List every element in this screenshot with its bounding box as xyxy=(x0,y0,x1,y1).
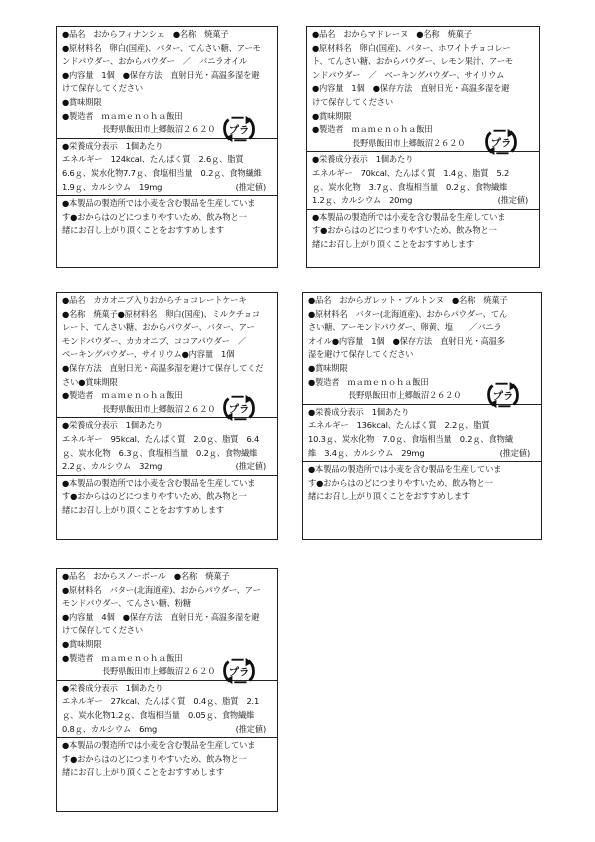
text-line: ●本製品の製造所では小麦を含む製品を生産していま xyxy=(62,477,256,488)
text-line: ト、てんさい糖、おからパウダー、レモン果汁、アーモ xyxy=(312,56,514,67)
text-line: 10.3ｇ、炭水化物 7.0ｇ、食塩相当量 0.2ｇ、食物繊 xyxy=(308,433,513,444)
nutrition-section xyxy=(307,152,539,209)
pla-mark-text: プラ xyxy=(492,390,514,403)
maker-line: ●製造者 ｍａｍｅｎｏｈａ飯田 xyxy=(312,124,433,135)
product-label-galette xyxy=(302,292,542,540)
text-line xyxy=(308,447,536,461)
maker-block xyxy=(62,389,272,416)
text-line: ●内容量 1個 ●保存方法 直射日光・高温多湿を避 xyxy=(62,69,260,80)
text-line xyxy=(62,460,272,474)
maker-block xyxy=(62,652,272,679)
text-line: 6.6ｇ、炭水化物7.7ｇ、食塩相当量 0.2ｇ、食物繊維 xyxy=(62,167,262,178)
notice-section xyxy=(303,462,541,505)
text-line: ●栄養成分表示 1個あたり xyxy=(62,420,164,431)
text-line: ●栄養成分表示 1個あたり xyxy=(308,406,410,417)
text-line: ベーキングパウダー、サイリウム●内容量 1個 xyxy=(62,349,235,360)
text-line: さい●賞味期限 xyxy=(62,376,118,387)
text-line: ンドパウダー ／ ベーキングパウダー、サイリウム xyxy=(312,69,505,80)
nutrition-last-text: 0.8ｇ、カルシウム 6mg xyxy=(62,723,158,734)
text-line: エネルギー 95kcal、たんぱく質 2.0ｇ、脂質 6.4 xyxy=(62,433,260,444)
pla-recycle-mark-icon xyxy=(220,655,258,687)
nutrition-last-text: 2.2ｇ、カルシウム 32mg xyxy=(62,461,163,472)
notice-section xyxy=(57,476,277,519)
product-info-section xyxy=(57,569,277,681)
pla-mark-text: プラ xyxy=(228,403,250,416)
text-line: ●本製品の製造所では小麦を含む製品を生産していま xyxy=(308,464,502,475)
text-line: ｇ、炭水化物1.2ｇ、食塩相当量 0.05ｇ、食物繊維 xyxy=(62,709,255,720)
maker-line: ●製造者 ｍａｍｅｎｏｈａ飯田 xyxy=(62,110,183,121)
text-line: ●内容量 1個 ●保存方法 直射日光・高温多湿を避 xyxy=(312,83,510,94)
notice-section xyxy=(307,210,539,253)
nutrition-last-text: 1.9ｇ、カルシウム 19mg xyxy=(62,181,163,192)
estimate-note: (推定値) xyxy=(235,461,266,472)
text-line: レート、てんさい糖、おからパウダー、バター、アー xyxy=(62,322,255,333)
maker-address: 長野県飯田市上郷飯沼２６２０ xyxy=(348,390,462,401)
text-line: ●原材料名 卵白(国産)、バター、ホワイトチョコレー xyxy=(312,42,511,53)
maker-line: ●製造者 ｍａｍｅｎｏｈａ飯田 xyxy=(62,390,183,401)
text-line: ｇ、炭水化物 3.7ｇ、食塩相当量 0.2ｇ、食物繊維 xyxy=(312,181,508,192)
product-label-snowball xyxy=(56,568,278,812)
text-line: ●本製品の製造所では小麦を含む製品を生産していま xyxy=(62,198,256,209)
text-line: エネルギー 124kcal、たんぱく質 2.6ｇ、脂質 xyxy=(62,154,244,165)
maker-block xyxy=(308,376,536,403)
text-line xyxy=(62,723,272,737)
maker-line: ●製造者 ｍａｍｅｎｏｈａ飯田 xyxy=(62,652,183,663)
maker-address: 長野県飯田市上郷飯沼２６２０ xyxy=(102,124,216,135)
text-line: ●品名 おからマドレーヌ ●名称 焼菓子 xyxy=(312,29,472,39)
estimate-note: (推定値) xyxy=(497,195,528,206)
text-line: ●賞味期限 xyxy=(62,96,102,107)
text-line: す●おからはのどにつまりやすいため、飲み物と一 xyxy=(62,491,247,502)
text-line: ●保存方法 直射日光・高温多湿を避けて保存してくだ xyxy=(62,362,264,373)
notice-section xyxy=(57,738,277,781)
nutrition-section xyxy=(303,405,541,462)
pla-mark-text: プラ xyxy=(490,137,512,150)
text-line: ンドパウダー、おからパウダー ／ バニラオイル xyxy=(62,56,248,67)
text-line: す●おからはのどにつまりやすいため、飲み物と一 xyxy=(62,211,247,222)
maker-address: 長野県飯田市上郷飯沼２６２０ xyxy=(102,666,216,677)
pla-mark-text: プラ xyxy=(228,124,250,137)
pla-recycle-mark-icon xyxy=(220,113,258,145)
text-line: ●内容量 4個 ●保存方法 直射日光・高温多湿を避 xyxy=(62,611,260,622)
text-line: ●名称 焼菓子●原材料名 卵白(国産)、ミルクチョコ xyxy=(62,308,260,319)
nutrition-section xyxy=(57,418,277,475)
pla-recycle-mark-icon xyxy=(220,392,258,424)
maker-address: 長野県飯田市上郷飯沼２６２０ xyxy=(352,137,466,148)
text-line: エネルギー 70kcal、たんぱく質 1.4ｇ、脂質 5.2 xyxy=(312,167,510,178)
estimate-note: (推定値) xyxy=(235,723,266,734)
text-line: す●おからはのどにつまりやすいため、飲み物と一 xyxy=(62,753,247,764)
estimate-note: (推定値) xyxy=(235,181,266,192)
text-line: けて保存してください xyxy=(312,96,393,107)
text-line: ●栄養成分表示 1個あたり xyxy=(62,682,164,693)
text-line: す●おからはのどにつまりやすいため、飲み物と一 xyxy=(312,225,497,236)
product-info-section xyxy=(57,293,277,418)
maker-address: 長野県飯田市上郷飯沼２６２０ xyxy=(102,403,216,414)
text-line: 緒にお召し上がり頂くことをおすすめします xyxy=(62,225,225,236)
maker-block xyxy=(62,110,272,137)
text-line: けて保存してください xyxy=(62,83,143,94)
text-line: 緒にお召し上がり頂くことをおすすめします xyxy=(308,491,471,502)
text-line: ●賞味期限 xyxy=(308,362,348,373)
text-line: エネルギー 136kcal、たんぱく質 2.2ｇ、脂質 xyxy=(308,420,490,431)
text-line: ●品名 カカオニブ入りおからチョコレートケーキ xyxy=(62,295,247,305)
text-line: ●栄養成分表示 1個あたり xyxy=(312,154,414,165)
text-line: けて保存してください xyxy=(62,625,143,636)
text-line: ●本製品の製造所では小麦を含む製品を生産していま xyxy=(312,211,506,222)
nutrition-last-text: 維 3.4ｇ、カルシウム 29mg xyxy=(308,447,425,458)
nutrition-section xyxy=(57,681,277,738)
text-line: ●原材料名 バター(北海道産)、おからパウダー、アー xyxy=(62,584,261,595)
product-label-cake xyxy=(56,292,278,540)
estimate-note: (推定値) xyxy=(499,447,530,458)
text-line: ●原材料名 卵白(国産)、バター、てんさい糖、アーモ xyxy=(62,42,261,53)
text-line: ●栄養成分表示 1個あたり xyxy=(62,140,164,151)
text-line: 緒にお召し上がり頂くことをおすすめします xyxy=(62,767,225,778)
maker-block xyxy=(312,123,534,150)
product-label-financier xyxy=(56,26,278,268)
text-line: ●原材料名 バター(北海道産)、おからパウダー、てん xyxy=(308,308,507,319)
pla-recycle-mark-icon xyxy=(482,126,520,158)
text-line: ｇ、炭水化物 6.3ｇ、食塩相当量 0.2ｇ、食物繊維 xyxy=(62,447,258,458)
text-line: さい糖、アーモンドパウダー、卵黄、塩 ／バニラ xyxy=(308,322,502,333)
text-line: ●賞味期限 xyxy=(62,638,102,649)
text-line: ●賞味期限 xyxy=(312,110,352,121)
text-line: 緒にお召し上がり頂くことをおすすめします xyxy=(312,238,475,249)
product-info-section xyxy=(57,27,277,139)
text-line xyxy=(312,194,534,208)
maker-line: ●製造者 ｍａｍｅｎｏｈａ飯田 xyxy=(308,376,429,387)
pla-mark-text: プラ xyxy=(228,666,250,679)
text-line: モンドパウダー、カカオニブ、ココアパウダー ／ xyxy=(62,335,246,346)
text-line: ●品名 おからスノーボール ●名称 焼菓子 xyxy=(62,571,230,581)
text-line: ●品名 おからガレット・ブルトンヌ ●名称 焼菓子 xyxy=(308,295,508,305)
notice-section xyxy=(57,196,277,239)
text-line: エネルギー 27kcal、たんぱく質 0.4ｇ、脂質 2.1 xyxy=(62,696,260,707)
text-line: ●本製品の製造所では小麦を含む製品を生産していま xyxy=(62,740,256,751)
pla-recycle-mark-icon xyxy=(484,379,522,411)
text-line: ●品名 おからフィナンシェ ●名称 焼菓子 xyxy=(62,29,229,39)
text-line: モンドパウダー、てんさい糖、粉糖 xyxy=(62,598,191,609)
text-line: 湿を避けて保存してください xyxy=(308,349,414,360)
product-label-madeleine xyxy=(306,26,540,268)
text-line: オイル●内容量 1個 ●保存方法 直射日光・高温多 xyxy=(308,335,505,346)
text-line: す●おからはのどにつまりやすいため、飲み物と一 xyxy=(308,477,493,488)
text-line: 緒にお召し上がり頂くことをおすすめします xyxy=(62,504,225,515)
product-info-section xyxy=(303,293,541,405)
nutrition-section xyxy=(57,139,277,196)
text-line xyxy=(62,181,272,195)
product-info-section xyxy=(307,27,539,152)
nutrition-last-text: 1.2ｇ、カルシウム 20mg xyxy=(312,195,413,206)
